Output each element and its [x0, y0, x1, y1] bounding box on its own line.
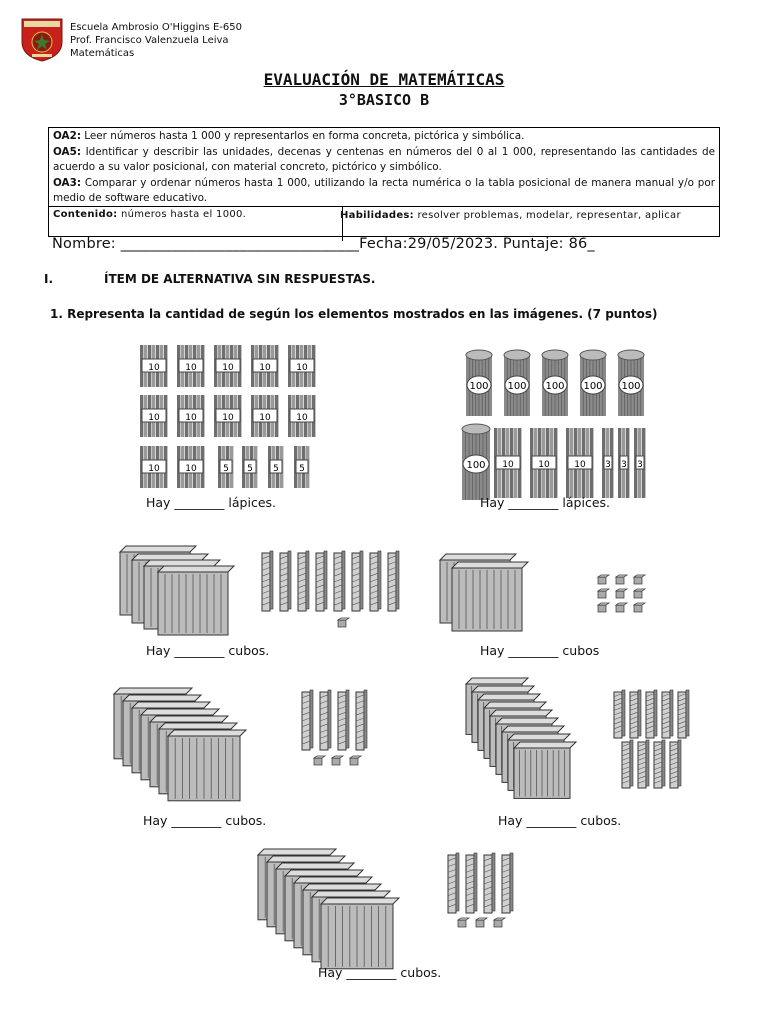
school-info [70, 21, 242, 60]
three-pencil-bundle [618, 428, 629, 498]
hundred-pencil-bundle [466, 350, 492, 416]
student-info-line: Nombre: ________________________________Fecha:29/05/2023. Puntaje: 86_ [52, 236, 595, 252]
unit-cube [634, 575, 645, 584]
ten-rod [370, 551, 381, 611]
ten-pencil-bundle [214, 395, 241, 437]
ten-rod [670, 740, 681, 788]
unit-cube [338, 618, 349, 627]
teacher-name: Prof. Francisco Valenzuela Leiva [70, 35, 229, 46]
bundle-label: 10 [222, 413, 234, 423]
ten-rod [662, 690, 673, 738]
ten-rod [352, 551, 363, 611]
ten-pencil-bundle [140, 395, 167, 437]
ten-rod [484, 853, 495, 913]
school-name: Escuela Ambrosio O'Higgins E-650 [70, 22, 242, 33]
bundle-label: 10 [259, 363, 271, 373]
ten-rod [316, 551, 327, 611]
objectives-list [49, 128, 719, 208]
bundle-label: 5 [273, 464, 279, 474]
content-skills-row [49, 206, 719, 237]
bundle-label: 10 [502, 460, 514, 470]
bundle-label: 10 [185, 464, 197, 474]
unit-cube [598, 575, 609, 584]
answer-6: Hay ________ cubos. [498, 813, 622, 828]
ten-rod [630, 690, 641, 738]
bundle-label: 5 [223, 464, 229, 474]
ten-rod [654, 740, 665, 788]
ten-pencil-bundle [494, 428, 521, 498]
bundle-label: 10 [574, 460, 586, 470]
objectives-box [48, 127, 720, 237]
bundle-label: 100 [583, 381, 603, 392]
ten-pencil-bundle [251, 395, 278, 437]
five-pencil-bundle [268, 446, 283, 488]
bundle-label: 10 [296, 413, 308, 423]
ten-pencil-bundle [177, 446, 204, 488]
unit-cube [616, 575, 627, 584]
bundle-label: 10 [259, 413, 271, 423]
answer-5: Hay ________ cubos. [143, 813, 267, 828]
page-subtitle: 3°BASICO B [338, 91, 430, 109]
bundle-label: 5 [299, 464, 305, 474]
ten-pencil-bundle [288, 395, 315, 437]
ten-rod [334, 551, 345, 611]
five-pencil-bundle [218, 446, 233, 488]
unit-cube [494, 918, 505, 927]
unit-cube [598, 589, 609, 598]
bundle-label: 3 [605, 460, 611, 470]
ten-pencil-bundle [214, 345, 241, 387]
ten-rod [614, 690, 625, 738]
five-pencil-bundle [242, 446, 257, 488]
ten-rod [622, 740, 633, 788]
bundle-label: 100 [469, 381, 489, 392]
unit-cube [598, 603, 609, 612]
unit-cube [634, 589, 645, 598]
answer-7: Hay ________ cubos. [318, 965, 442, 980]
ten-rod [320, 690, 331, 750]
ten-rod [298, 551, 309, 611]
bundle-label: 100 [545, 381, 565, 392]
unit-cube [458, 918, 469, 927]
unit-cube [314, 756, 325, 765]
bundle-label: 10 [185, 413, 197, 423]
three-pencil-bundle [602, 428, 613, 498]
answer-4: Hay ________ cubos [480, 643, 600, 658]
ten-rod [646, 690, 657, 738]
hundred-flat [321, 898, 399, 969]
unit-cube [616, 589, 627, 598]
ten-rod [262, 551, 273, 611]
objective-oa5: OA5: Identificar y describir las unidades, decenas y centenas en números del 0 al 1 000, representando las cantidades de acuerdo a su valor posicional, con material concreto, pictórico y simbólico. [53, 145, 715, 173]
unit-cube [634, 603, 645, 612]
hundred-pencil-bundle [580, 350, 606, 416]
ten-rod [638, 740, 649, 788]
ten-rod [302, 690, 313, 750]
hundred-flat [168, 730, 246, 801]
ten-pencil-bundle [251, 345, 278, 387]
answer-1: Hay ________ lápices. [146, 495, 276, 510]
bundle-label: 10 [296, 363, 308, 373]
unit-cube [350, 756, 361, 765]
bundle-label: 10 [538, 460, 550, 470]
section-heading: I. ÍTEM DE ALTERNATIVA SIN RESPUESTAS. [44, 272, 376, 286]
bundle-label: 3 [621, 460, 627, 470]
hundred-pencil-bundle [462, 424, 490, 500]
content-cell: Contenido: números hasta el 1000. [49, 207, 343, 241]
ten-pencil-bundle [566, 428, 593, 498]
answer-3: Hay ________ cubos. [146, 643, 270, 658]
ten-pencil-bundle [288, 345, 315, 387]
ten-pencil-bundle [530, 428, 557, 498]
bundle-label: 100 [621, 381, 641, 392]
ten-rod [280, 551, 291, 611]
school-logo [20, 16, 64, 62]
ten-pencil-bundle [177, 395, 204, 437]
ten-rod [388, 551, 399, 611]
bundle-label: 3 [637, 460, 643, 470]
unit-cube [332, 756, 343, 765]
answer-2: Hay ________ lápices. [480, 495, 610, 510]
hundred-pencil-bundle [618, 350, 644, 416]
ten-rod [448, 853, 459, 913]
hundred-pencil-bundle [542, 350, 568, 416]
ten-rod [338, 690, 349, 750]
ten-rod [502, 853, 513, 913]
unit-cube [476, 918, 487, 927]
objective-oa2: OA2: Leer números hasta 1 000 y representarlos en forma concreta, pictórica y simbólica. [53, 130, 525, 142]
five-pencil-bundle [294, 446, 309, 488]
bundle-label: 10 [148, 363, 160, 373]
bundle-label: 5 [247, 464, 253, 474]
ten-pencil-bundle [140, 446, 167, 488]
question-1: 1. Representa la cantidad de según los elementos mostrados en las imágenes. (7 puntos) [50, 307, 658, 321]
bundle-label: 100 [466, 460, 486, 471]
ten-rod [356, 690, 367, 750]
page-title: EVALUACIÓN DE MATEMÁTICAS [263, 70, 505, 89]
hundred-flat [514, 742, 576, 798]
bundle-label: 100 [507, 381, 527, 392]
hundred-flat [452, 562, 528, 631]
unit-cube [616, 603, 627, 612]
objective-oa3: OA3: Comparar y ordenar números hasta 1 000, utilizando la recta numérica o la tabla posicional de manera manual y/o por medio de software educativo. [53, 176, 715, 204]
ten-pencil-bundle [140, 345, 167, 387]
three-pencil-bundle [634, 428, 645, 498]
bundle-label: 10 [148, 413, 160, 423]
subject-name: Matemáticas [70, 48, 135, 59]
ten-rod [466, 853, 477, 913]
hundred-flat [158, 566, 234, 635]
bundle-label: 10 [148, 464, 160, 474]
hundred-pencil-bundle [504, 350, 530, 416]
skills-cell: Habilidades: resolver problemas, modelar, representar, aplicar [340, 210, 681, 221]
ten-rod [678, 690, 689, 738]
bundle-label: 10 [185, 363, 197, 373]
ten-pencil-bundle [177, 345, 204, 387]
bundle-label: 10 [222, 363, 234, 373]
